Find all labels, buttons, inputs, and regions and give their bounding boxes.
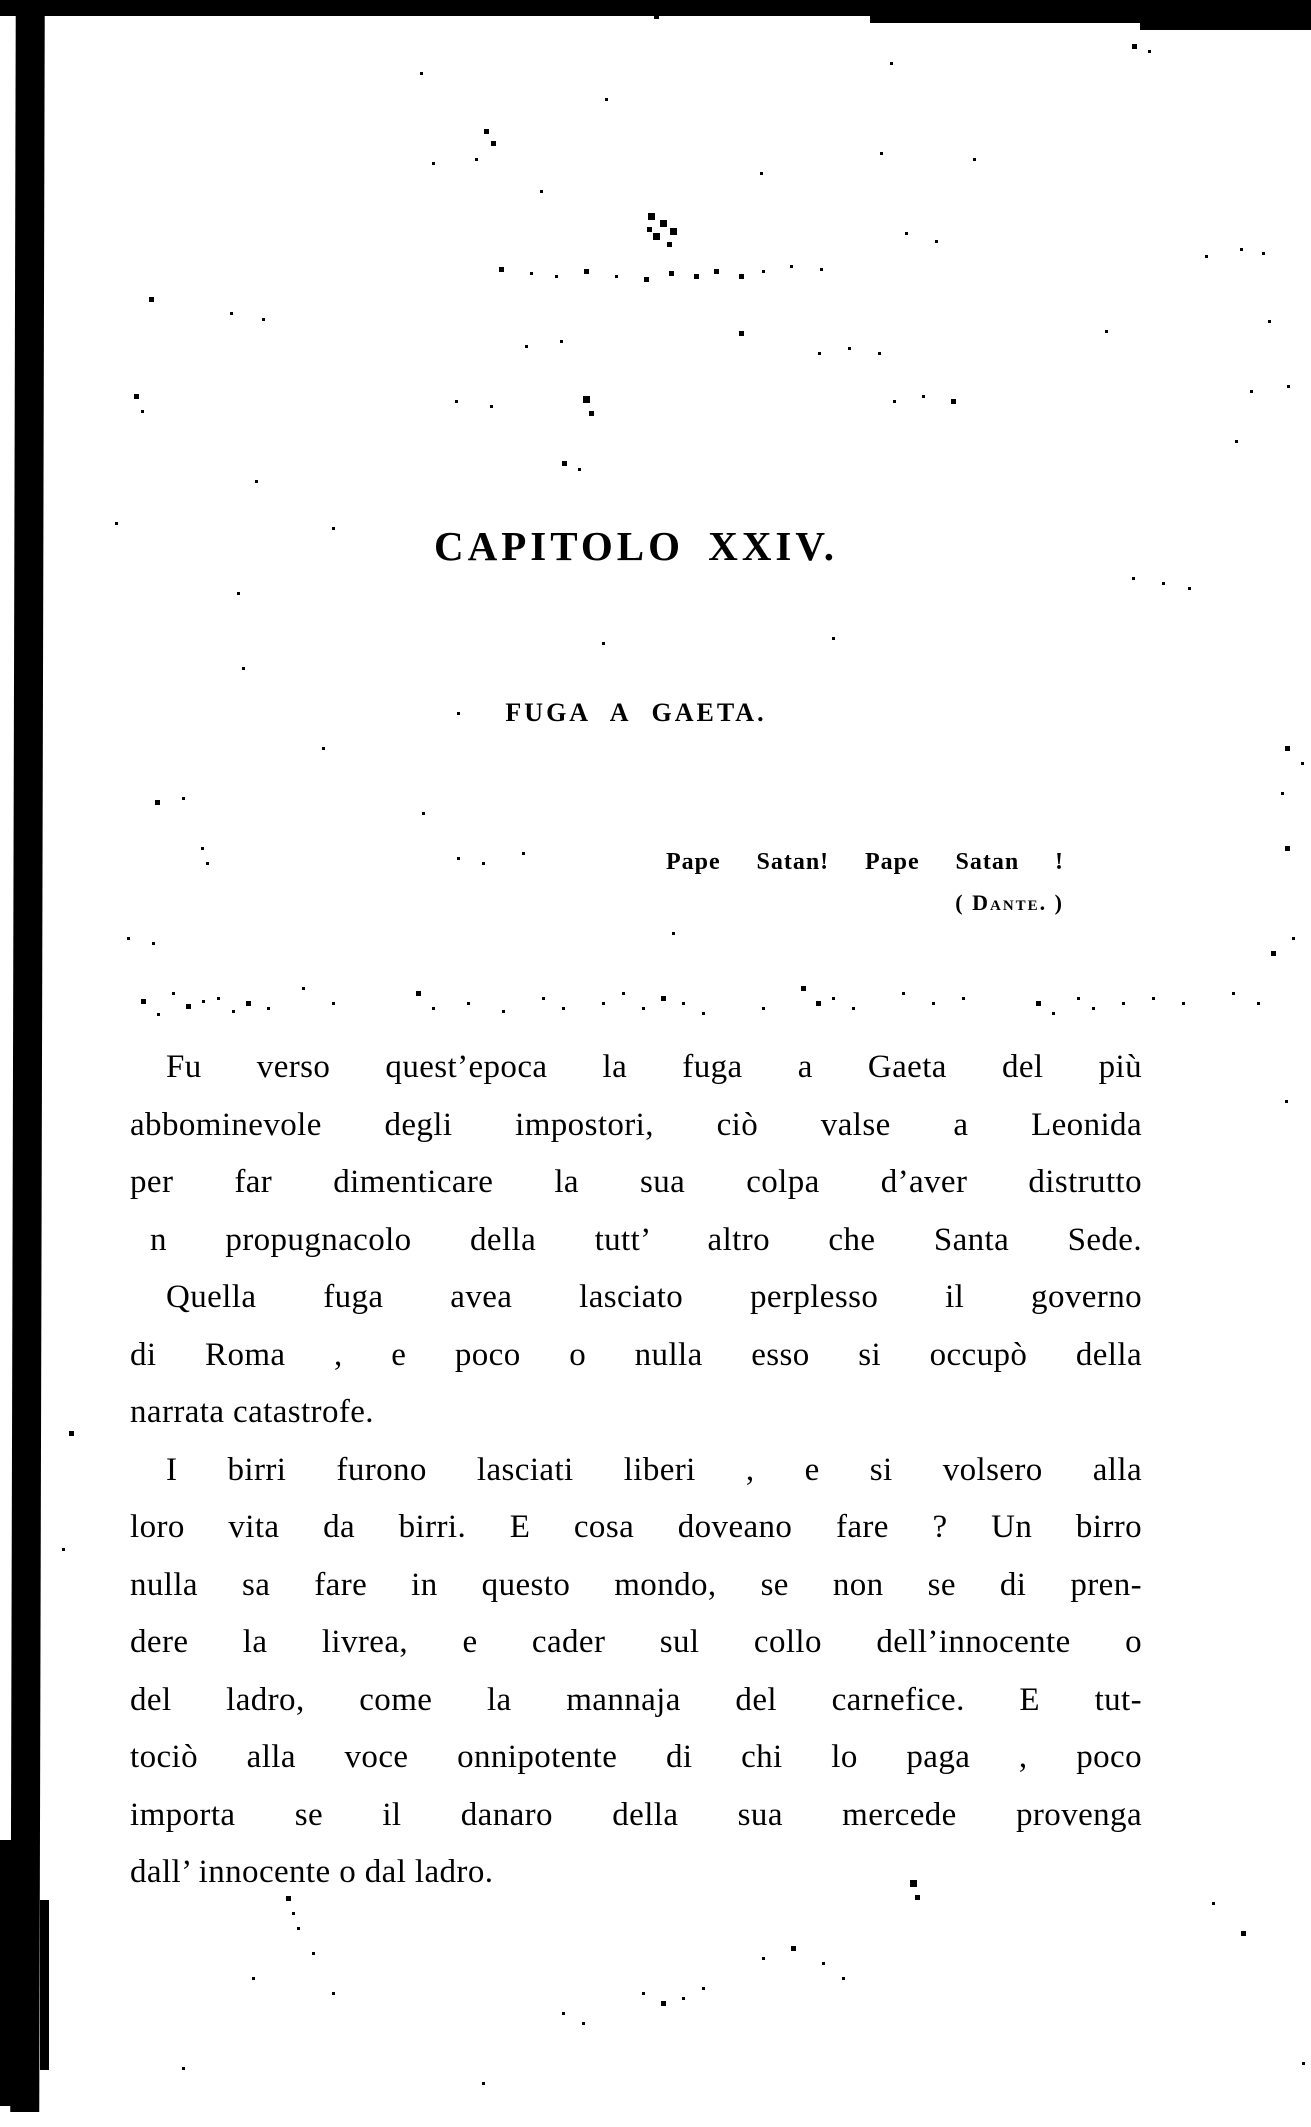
body-text (130, 1039, 1142, 1902)
epigraph-quote: Pape Satan! Pape Satan ! (666, 849, 1064, 875)
body-line: Fu verso quest’epoca la fuga a Gaeta del più (166, 1049, 1142, 1085)
body-line: nulla sa fare in questo mondo, se non se di pren- (130, 1566, 1142, 1603)
scan-edge-left-bottom-2 (40, 1900, 49, 2070)
body-line: dere la livrea, e cader sul collo dell’innocente o (130, 1624, 1142, 1660)
scan-noise-specks (0, 0, 3, 3)
epigraph (666, 847, 1064, 916)
body-line: narrata catastrofe. (130, 1394, 374, 1430)
body-line: importa se il danaro della sua mercede provenga (130, 1796, 1142, 1833)
body-line: Quella fuga avea lasciato perplesso il governo (166, 1279, 1142, 1315)
scan-edge-left-bottom (0, 1840, 15, 2106)
scan-edge-left (10, 12, 44, 2112)
body-line: loro vita da birri. E cosa doveano fare ? Un birro (130, 1509, 1142, 1545)
body-line: del ladro, come la mannaja del carnefice. E tut- (130, 1681, 1142, 1718)
body-line: abbominevole degli impostori, ciò valse a Leonida (130, 1106, 1142, 1143)
scan-edge-top-corner (1140, 0, 1311, 30)
body-line: tociò alla voce onnipotente di chi lo paga , poco (130, 1739, 1142, 1775)
epigraph-attribution: ( Dante. ) (955, 890, 1064, 915)
body-line: n propugnacolo della tutt’ altro che Santa Sede. (150, 1221, 1142, 1258)
chapter-heading: CAPITOLO XXIV. (434, 523, 838, 569)
body-line: di Roma , e poco o nulla esso si occupò della (130, 1336, 1142, 1373)
body-line: per far dimenticare la sua colpa d’aver distrutto (130, 1164, 1142, 1200)
section-title: FUGA A GAETA. (505, 698, 767, 727)
body-line: dall’ innocente o dal ladro. (130, 1854, 494, 1890)
body-line: I birri furono lasciati liberi , e si volsero alla (166, 1451, 1142, 1488)
